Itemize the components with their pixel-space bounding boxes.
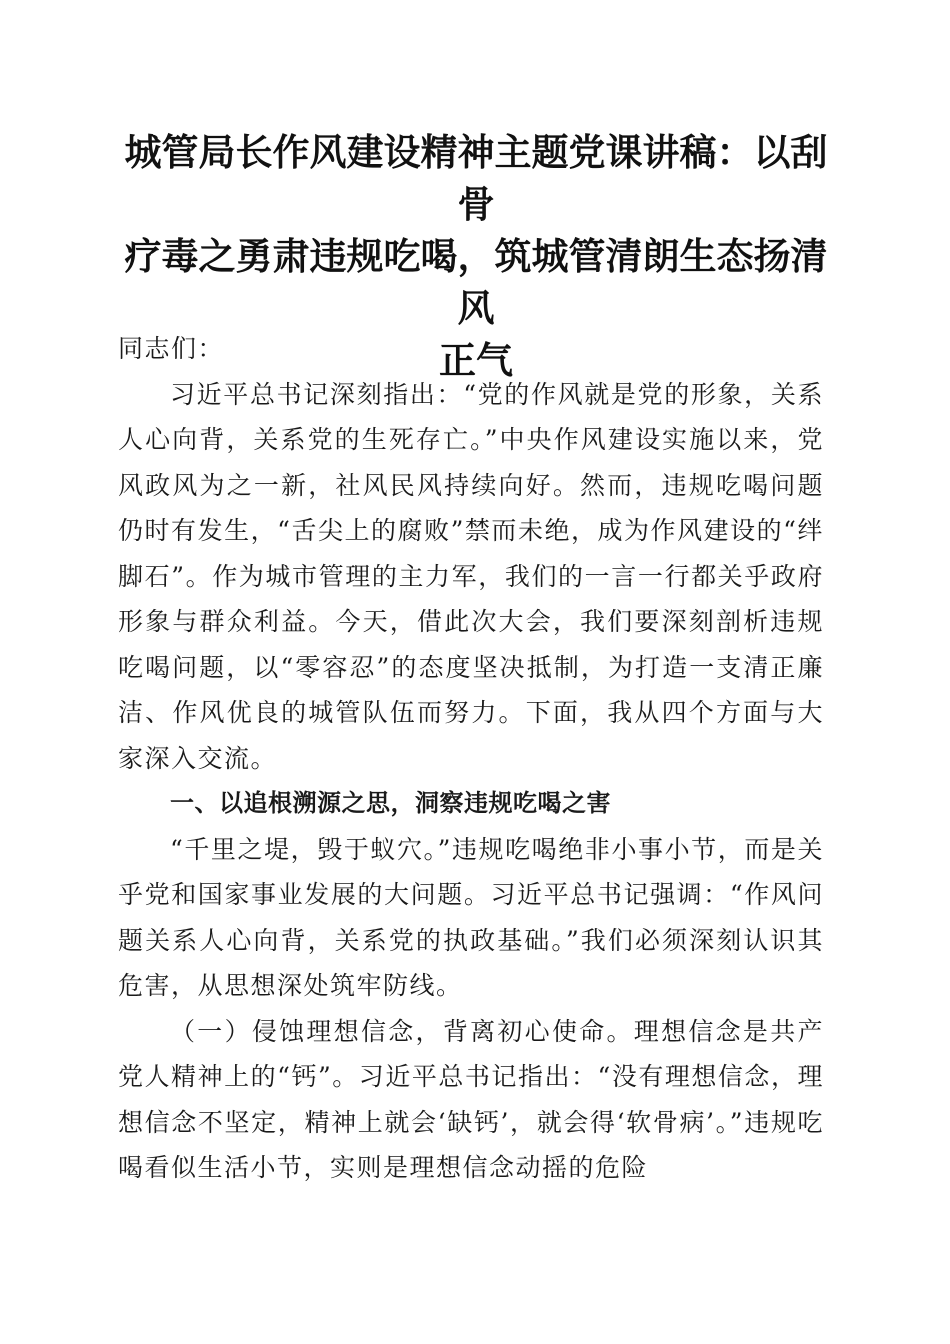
section-heading: 一、以追根溯源之思，洞察违规吃喝之害 — [170, 789, 611, 817]
title-line: 疗毒之勇肃违规吃喝，筑城管清朗生态扬清风 — [124, 234, 828, 330]
title-line: 城管局长作风建设精神主题党课讲稿：以刮骨 — [124, 130, 828, 226]
title-line: 正气 — [439, 338, 513, 382]
body-paragraph: 习近平总书记深刻指出：“党的作风就是党的形象，关系人心向背，关系党的生死存亡。”中央作风建设实施以来，党风政风为之一新，社风民风持续向好。然而，违规吃喝问题仍时有发生，“舌尖上的腐败”禁而未绝，成为作风建设的“绊脚石”。作为城市管理的主力军，我们的一言一行都关乎政府形象与群众利益。今天，借此次大会，我们要深刻剖析违规吃喝问题，以“零容忍”的态度坚决抵制，为打造一支清正廉洁、作风优良的城管队伍而努力。下面，我从四个方面与大家深入交流。 — [118, 379, 824, 773]
document-body — [118, 326, 824, 1191]
body-paragraph: “千里之堤，毁于蚁穴。”违规吃喝绝非小事小节，而是关乎党和国家事业发展的大问题。习近平总书记强调：“作风问题关系人心向背，关系党的执政基础。”我们必须深刻认识其危害，从思想深处筑牢防线。 — [118, 834, 824, 1000]
subsection-paragraph: （一）侵蚀理想信念，背离初心使命。理想信念是共产党人精神上的“钙”。习近平总书记指出：“没有理想信念，理想信念不坚定，精神上就会‘缺钙’，就会得‘软骨病’。”违规吃喝看似生活小节，实则是理想信念动摇的危险 — [118, 1016, 824, 1182]
greeting: 同志们： — [118, 334, 225, 363]
